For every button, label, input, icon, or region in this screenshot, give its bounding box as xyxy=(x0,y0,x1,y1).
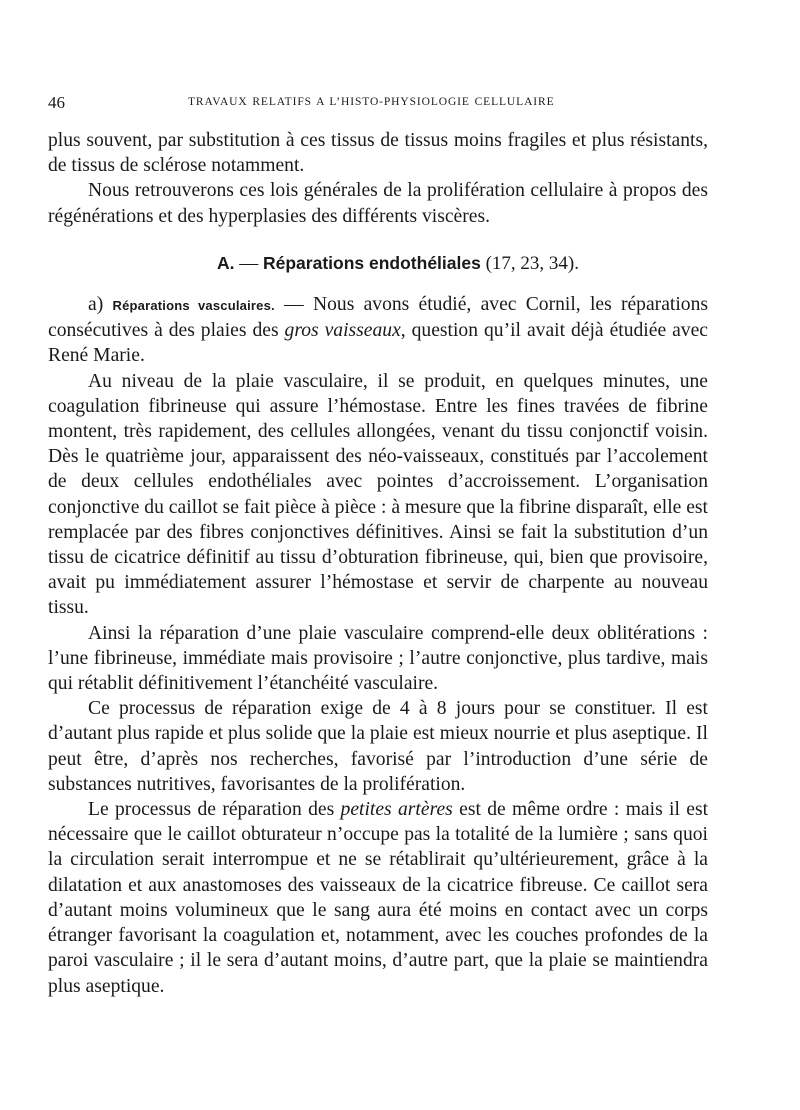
running-header xyxy=(48,93,703,115)
paragraph-1-text-b: , question qu’il avait déjà étudiée avec René Marie. xyxy=(48,320,708,367)
running-title: TRAVAUX RELATIFS A L’HISTO-PHYSIOLOGIE CELLULAIRE xyxy=(188,96,555,108)
paragraph-3: Ainsi la réparation d’une plaie vasculaire comprend-elle deux oblitérations : l’une fibrineuse, immédiate mais provisoire ; l’autre conjonctive, plus tardive, mais qui rétablit définitivement l’étanchéité vasculaire. xyxy=(48,622,708,695)
paragraph-1-italic: gros vaisseaux xyxy=(284,320,401,342)
subsection-label: Réparations vasculaires. xyxy=(112,298,275,314)
paragraph-5-text-b: est de même ordre : mais il est nécessaire que le caillot obturateur n’occupe pas la totalité de la lumière ; sans quoi la circulation serait interrompue et ne se rétablirait qu’ultérieurement, grâce à la dilatation et aux anastomoses des vaisseaux de la cicatrice fibreuse. Ce caillot sera d’autant moins volumineux que le sang aura été moins en contact avec un corps étranger favorisant la coagulation et, notamment, avec les couches profondes de la paroi vasculaire ; il le sera d’autant moins, d’autre part, que la plaie se maintiendra plus aseptique. xyxy=(48,799,709,997)
section-heading xyxy=(48,251,708,276)
paragraph-5 xyxy=(48,797,708,999)
section-letter: A. xyxy=(217,252,235,273)
paragraph-1 xyxy=(48,292,708,369)
section-refs: (17, 23, 34). xyxy=(480,252,579,274)
paragraph-5-italic: petites artères xyxy=(340,799,453,821)
paragraph-5-text-a: Le processus de réparation des xyxy=(88,799,341,821)
intro-paragraph: Nous retrouverons ces lois générales de la prolifération cellulaire à propos des régénérations et des hyperplasies des différents viscères. xyxy=(48,180,708,227)
subsection-dash: — xyxy=(274,294,313,316)
body-text xyxy=(48,128,708,999)
intro-continuation: plus souvent, par substitution à ces tissus de tissus moins fragiles et plus résistants, de tissus de sclérose notamment. xyxy=(48,130,708,177)
page-number: 46 xyxy=(48,93,65,112)
paragraph-4: Ce processus de réparation exige de 4 à 8 jours pour se constituer. Il est d’autant plus rapide et plus solide que la plaie est mieux nourrie et plus aseptique. Il peut être, d’après nos recherches, favorisé par l’introduction d’une série de substances nutritives, favorisantes de la prolifération. xyxy=(48,698,708,795)
paragraph-1-text-a: Nous avons étudié, avec Cornil, les réparations consécutives à des plaies des xyxy=(48,294,709,342)
section-dash: — xyxy=(234,252,263,274)
section-title: Réparations endothéliales xyxy=(263,252,481,273)
paragraph-2: Au niveau de la plaie vasculaire, il se produit, en quelques minutes, une coagulation fibrineuse qui assure l’hémostase. Entre les fines travées de fibrine montent, très rapidement, des cellules allongées, venant du tissu conjonctif voisin. Dès le quatrième jour, apparaissent des néo-vaisseaux, constitués par l’accolement de deux cellules endothéliales avec pointes d’accroissement. L’organisation conjonctive du caillot se fait pièce à pièce : à mesure que la fibrine disparaît, elle est remplacée par des fibres conjonctives définitives. Ainsi se fait la substitution d’un tissu de cicatrice définitif au tissu d’obturation fibrineuse, qui, bien que provisoire, avait pu immédiatement assurer l’hémostase et servir de charpente au nouveau tissu. xyxy=(48,370,708,619)
subsection-prefix: a) xyxy=(88,294,113,316)
